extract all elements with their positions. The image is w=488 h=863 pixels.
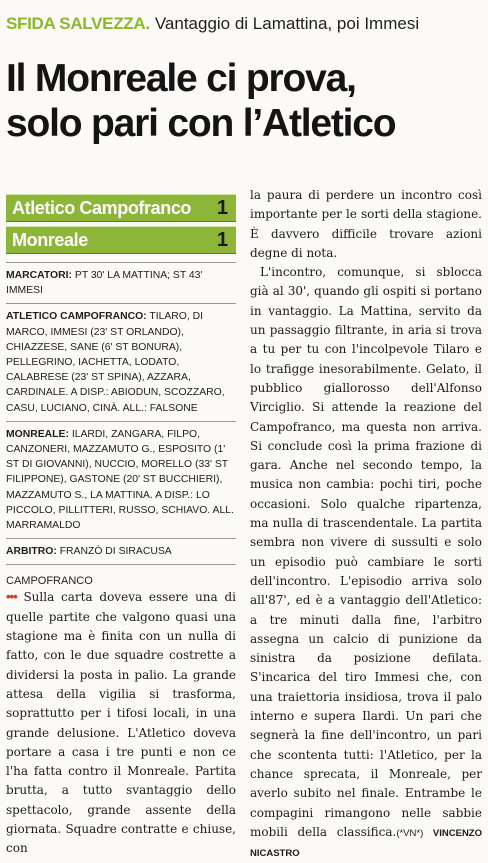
lineup-home-block — [6, 303, 236, 420]
away-team-goals: 1 — [216, 229, 228, 251]
lineup-home-label: ATLETICO CAMPOFRANCO: — [6, 311, 147, 323]
referee-text: FRANZÒ DI SIRACUSA — [59, 546, 172, 558]
referee-block — [6, 538, 236, 565]
headline-line-1: Il Monreale ci prova, — [6, 57, 356, 100]
lineup-home-text: TILARO, DI MARCO, IMMESI (23' ST ORLANDO), CHIAZZESE, SANE (6' ST BONURA), PELLEGRINO, IACHETTA, LODATO, CALABRESE (23' ST SPINA), AZZARA, CARDINALE. A DISP.: ABIODUN, SCOZZARO, CASU, LUCIANO, CINÀ. ALL.: FALSONE — [6, 311, 225, 414]
article-paragraph-1 — [6, 587, 236, 858]
article-paragraph-2 — [250, 263, 482, 863]
kicker — [6, 14, 482, 34]
article-column-right — [250, 186, 482, 863]
article-paragraph-1-continued: la paura di perdere un incontro così importante per le sorti della stagione. È davvero difficile trovare azioni degne di nota. — [250, 188, 482, 260]
scorers-label: MARCATORI: — [6, 270, 72, 281]
headline-line-2: solo pari con l’Atletico — [6, 102, 396, 145]
referee-label: ARBITRO: — [6, 546, 57, 558]
bullet-dots-icon: ••• — [6, 589, 17, 605]
headline — [6, 56, 484, 146]
home-team-goals: 1 — [216, 197, 228, 219]
section-tag: SFIDA SALVEZZA — [6, 14, 146, 33]
article-paragraph-1-text: Sulla carta doveva essere una di quelle partite che valgono quasi una stagione ma è finita con un nulla di fatto, con le due squadre costrette a dividersi la posta in palio. La grande attesa della vigilia si trasforma, soprattutto per i tifosi locali, in una grande delusione. L'Atletico doveva portare a casa i tre punti e non ce l'ha fatta contro il Monreale. Partita brutta, a tutto svantaggio dello spettacolo, grande assente della giornata. Squadre contratte e chiuse, con — [6, 590, 236, 856]
away-team-name: Monreale — [12, 230, 88, 250]
match-card — [6, 194, 236, 859]
lineup-away-block — [6, 421, 236, 538]
score-row-away — [6, 226, 236, 254]
scorers-text: PT 30' LA MATTINA; ST 43' IMMESI — [6, 270, 203, 297]
lineup-away-label: MONREALE: — [6, 428, 69, 440]
lineup-away-text: ILARDI, ZANGARA, FILPO, CANZONERI, MAZZAMUTO G., ESPOSITO (1' ST DI GIOVANNI), NUCCIO, MORELLO (33' ST FILIPPONE), GASTONE (20' ST BUCCHIERI), MAZZAMUTO S., LA MATTINA. A DISP.: LO PICCOLO, PILLITTERI, RUSSO, SCHIAVO. ALL. MARRAMALDO — [6, 428, 234, 532]
article-paragraph-2-text: L'incontro, comunque, si sblocca già al 30', quando gli ospiti si portano in vantaggio. La Mattina, servito da un passaggio filtrante, in aria si trova a tu per tu con l'incolpevole Tilaro e lo trafigge inesorabilmente. Gelato, il pubblico giallorosso dell'Alfonso Virciglio. Si attende la reazione del Campofranco, ma questa non arriva. Si conclude così la prima frazione di gara. Anche nel secondo tempo, la musica non cambia: pochi tiri, poche occasioni. Solo qualche ripartenza, ma nulla di trascendentale. La partita sembra non vivere di sussulti e solo un episodio può cambiare le sorti dell'incontro. L'episodio arriva solo all'87', ed è a vantaggio dell'Atletico: a tre minuti dalla fine, l'arbitro assegna un calcio di punizione da sinistra da posizione defilata. S'incarica del tiro Immesi che, con una traiettoria insidiosa, trova il palo interno e supera Ilardi. Un pari che segnerà la fine dell'incontro, un pari che scontenta tutti: l'Atletico, per la chance sprecata, il Monreale, per averlo subito nel finale. Entrambe le compagini rimangono nelle sabbie mobili della classifica. — [250, 265, 482, 839]
score-row-home — [6, 194, 236, 222]
dateline-city: CAMPOFRANCO — [6, 575, 93, 588]
author-signature: VINCENZO NICASTRO — [250, 827, 482, 860]
article-tail: (*VN*) — [396, 827, 424, 839]
section-tag-dot: . — [145, 14, 151, 33]
home-team-name: Atletico Campofranco — [12, 198, 192, 218]
scorers-block — [6, 262, 236, 303]
kicker-subtitle: Vantaggio di Lamattina, poi Immesi — [154, 14, 420, 33]
